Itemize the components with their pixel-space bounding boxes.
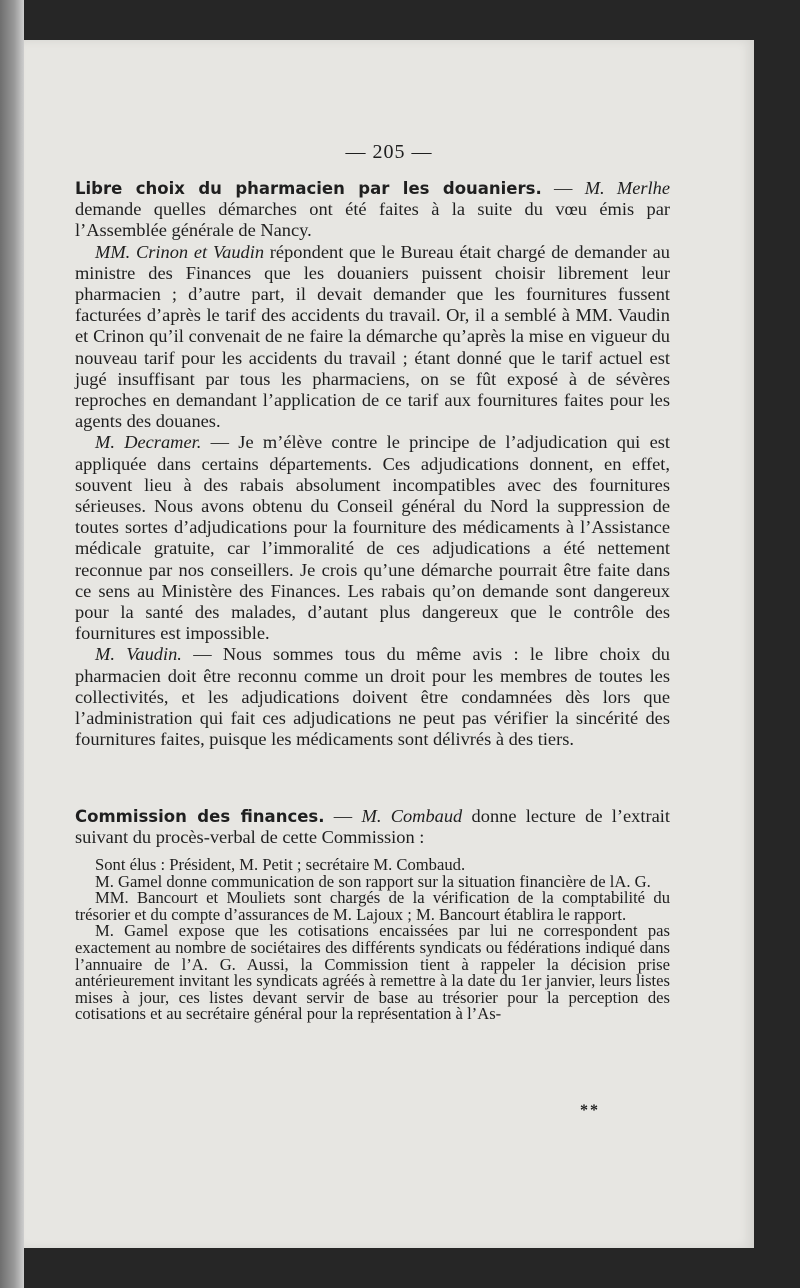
paragraph (75, 432, 670, 644)
paragraph (75, 242, 670, 433)
minutes-paragraph: MM. Bancourt et Mouliets sont chargés de la vérification de la comptabilité du trésorier et du compte d’assurances de M. Lajoux ; M. Bancourt établira le rapport. (75, 888, 670, 924)
minutes-paragraph: M. Gamel expose que les cotisations encaissées par lui ne correspondent pas exactement au nombre de sociétaires des différents syndicats ou fédérations indiqué dans l’annuaire de l’A. G. Aussi, la Commission tient à rappeler la décision prise antérieurement invitant les syndicats agréés à remettre à la date du 1er janvier, leurs listes mises à jour, ces listes devant servir de base au trésorier pour la perception des cotisations et au secrétaire général pour la représentation à l’As- (75, 921, 670, 1024)
paragraph (75, 806, 670, 847)
paragraph-text: répondent que le Bureau était chargé de demander au ministre des Finances que les douaniers puissent choisir librement leur pharmacien ; d’autre part, il devait demander que les fournitures fussent facturées d’après le tarif des accidents du travail. Or, il a semblé à MM. Vaudin et Crinon qu’il convenait de ne faire la démarche qu’après la mise en vigueur du nouveau tarif pour les accidents du travail ; étant donné que le tarif actuel est jugé insuffisant par tous les pharmaciens, on se fût exposé à de sévères reproches en demandant l’application de ce tarif aux fournitures faites pour les agents des douanes. (75, 241, 670, 432)
section-heading: Commission des finances. (75, 807, 325, 826)
dash: — (324, 806, 362, 826)
adjacent-page-edge (0, 0, 24, 1288)
section-heading: Libre choix du pharmacien par les douaniers. (75, 179, 542, 198)
paragraph: Libre choix du pharmacien par les douaniers. — M. Merlhe demande quelles démarches ont été faites à la suite du vœu émis par l’Assemblée générale de Nancy. (75, 178, 671, 241)
speaker-name: MM. Crinon et Vaudin (95, 241, 265, 262)
paragraph-text: demande quelles démarches ont été faites à la suite du vœu émis par l’Assemblée générale de Nancy. (75, 199, 670, 241)
section-finance-commission (75, 806, 670, 1023)
speaker-name: M. Combaud (361, 806, 463, 826)
minutes-paragraph: M. Gamel donne communication de son rapport sur la situation financière de lA. G. (95, 871, 651, 891)
speaker-name: M. Decramer. (95, 432, 202, 453)
paragraph-text: — Nous sommes tous du même avis : le libre choix du pharmacien doit être reconnu comme un droit pour les membres de toutes les collectivités, et les adjudications doivent être condamnées dès lors que l’administration qui fait ces adjudications ne peut pas vérifier la sincérité des fournitures faites, puisque les médicaments sont délivrés à des tiers. (75, 644, 670, 750)
section-pharmacist-choice (75, 178, 670, 750)
page-number: — 205 — (345, 141, 433, 163)
book-page (24, 40, 754, 1248)
paragraph-text: — Je m’élève contre le principe de l’adjudication qui est appliquée dans certains départements. Ces adjudications donnent, en effet, souvent lieu à des rabais absolument incompatibles avec des fournitures sérieuses. Nous avons obtenu du Conseil général du Nord la suppression de toutes sortes d’adjudications pour la fourniture des médicaments à l’Assistance médicale gratuite, car l’immoralité de ces adjudications a été nettement reconnue par nos conseillers. Je crois qu’une démarche pourrait être faite dans ce sens au Ministère des Finances. Les rabais qu’on demande sont dangereux pour la santé des malades, d’autant plus dangereux que le contrôle des fournitures est impossible. (75, 432, 670, 644)
speaker-name: M. Merlhe (584, 178, 671, 198)
minutes-paragraph: Sont élus : Président, M. Petit ; secrétaire M. Combaud. (95, 855, 466, 874)
paragraph (75, 644, 670, 750)
paragraph-text: donne lecture de l’extrait suivant du procès-verbal de cette Commission : (75, 806, 670, 847)
speaker-name: M. Vaudin. (95, 644, 182, 665)
signature-mark: ** (580, 1102, 600, 1119)
